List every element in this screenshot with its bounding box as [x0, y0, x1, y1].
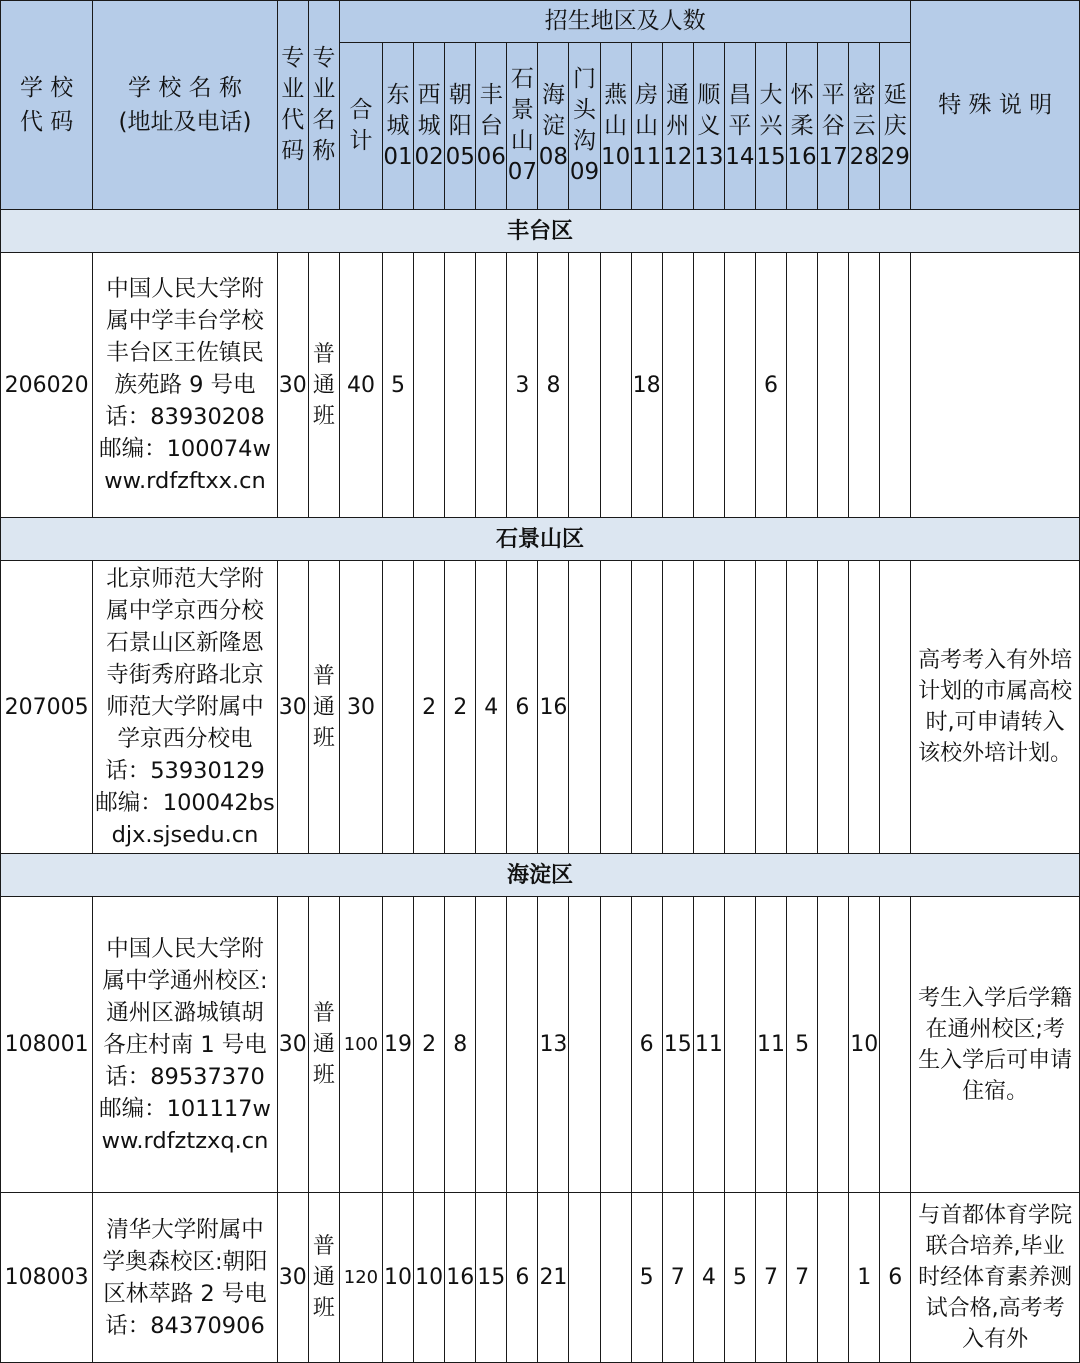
district-count: 6: [507, 561, 538, 854]
district-count: 4: [693, 1193, 724, 1363]
header-district: 昌平14: [724, 43, 755, 210]
major-code: 30: [277, 1193, 308, 1363]
district-count: 21: [538, 1193, 569, 1363]
district-count: 7: [662, 1193, 693, 1363]
header-total: 合计: [339, 43, 382, 210]
district-count: [755, 561, 786, 854]
header-major-name: 专业名称: [308, 1, 339, 210]
school-code: 108001: [1, 897, 93, 1193]
district-count: 5: [724, 1193, 755, 1363]
district-count: [569, 897, 600, 1193]
header-school-code: 学 校 代 码: [1, 1, 93, 210]
major-name: 普通班: [308, 897, 339, 1193]
district-count: 7: [787, 1193, 818, 1363]
district-count: [569, 561, 600, 854]
header-district: 通州12: [662, 43, 693, 210]
district-count: [787, 561, 818, 854]
district-count: 8: [445, 897, 476, 1193]
table-row: [1, 561, 1080, 854]
section-title: 石景山区: [1, 518, 1080, 561]
district-count: 2: [445, 561, 476, 854]
header-district: 房山11: [631, 43, 662, 210]
header-special-note: 特 殊 说 明: [911, 1, 1080, 210]
district-count: [849, 253, 880, 518]
table-row: [1, 897, 1080, 1193]
district-count: [818, 1193, 849, 1363]
special-note: 与首都体育学院联合培养,毕业时经体育素养测试合格,高考考入有外: [911, 1193, 1080, 1363]
major-name: 普通班: [308, 561, 339, 854]
district-count: [476, 897, 507, 1193]
header-district: 西城02: [414, 43, 445, 210]
district-count: 19: [383, 897, 414, 1193]
district-count: [600, 253, 631, 518]
district-count: 6: [755, 253, 786, 518]
district-count: [787, 253, 818, 518]
header-district: 东城01: [383, 43, 414, 210]
section-title: 丰台区: [1, 210, 1080, 253]
district-count: 18: [631, 253, 662, 518]
district-count: 2: [414, 897, 445, 1193]
district-count: [600, 1193, 631, 1363]
district-count: 16: [538, 561, 569, 854]
special-note: 高考考入有外培计划的市属高校时,可申请转入该校外培计划。: [911, 561, 1080, 854]
major-code: 30: [277, 897, 308, 1193]
district-count: 10: [383, 1193, 414, 1363]
district-count: 11: [693, 897, 724, 1193]
major-code: 30: [277, 253, 308, 518]
header-district: 门头沟09: [569, 43, 600, 210]
header-district: 顺义13: [693, 43, 724, 210]
special-note: 考生入学后学籍在通州校区;考生入学后可申请住宿。: [911, 897, 1080, 1193]
school-name: 清华大学附属中学奥森校区:朝阳区林萃路 2 号电话：84370906: [93, 1193, 278, 1363]
district-count: [569, 253, 600, 518]
district-count: 5: [383, 253, 414, 518]
header-district: 怀柔16: [787, 43, 818, 210]
district-count: 16: [445, 1193, 476, 1363]
district-count: 1: [849, 1193, 880, 1363]
district-count: 10: [849, 897, 880, 1193]
district-count: [662, 561, 693, 854]
total-count: 40: [339, 253, 382, 518]
district-count: [383, 561, 414, 854]
school-code: 108003: [1, 1193, 93, 1363]
district-count: [693, 253, 724, 518]
total-count: 100: [339, 897, 382, 1193]
header-district: 石景山07: [507, 43, 538, 210]
header-major-code: 专业代码: [277, 1, 308, 210]
district-count: 6: [507, 1193, 538, 1363]
header-school-name-sub: (地址及电话): [118, 109, 252, 135]
major-name: 普通班: [308, 1193, 339, 1363]
major-name: 普通班: [308, 253, 339, 518]
header-district: 朝阳05: [445, 43, 476, 210]
school-code: 206020: [1, 253, 93, 518]
district-count: 15: [476, 1193, 507, 1363]
district-count: 11: [755, 897, 786, 1193]
district-count: 15: [662, 897, 693, 1193]
district-count: 5: [631, 1193, 662, 1363]
district-count: [662, 253, 693, 518]
header-region-group: 招生地区及人数: [339, 1, 910, 43]
district-count: [600, 561, 631, 854]
header-district: 海淀08: [538, 43, 569, 210]
district-count: [849, 561, 880, 854]
district-count: 10: [414, 1193, 445, 1363]
district-count: 8: [538, 253, 569, 518]
district-count: [880, 897, 911, 1193]
district-count: 5: [787, 897, 818, 1193]
district-count: [724, 561, 755, 854]
district-count: [818, 561, 849, 854]
section-title: 海淀区: [1, 854, 1080, 897]
district-count: [507, 897, 538, 1193]
district-count: 6: [631, 897, 662, 1193]
header-school-name: [93, 1, 278, 210]
header-district: 大兴15: [755, 43, 786, 210]
header-district: 延庆29: [880, 43, 911, 210]
table-row: [1, 1193, 1080, 1363]
district-count: 2: [414, 561, 445, 854]
district-count: [693, 561, 724, 854]
district-count: 7: [755, 1193, 786, 1363]
district-count: [600, 897, 631, 1193]
header-district: 密云28: [849, 43, 880, 210]
total-count: 120: [339, 1193, 382, 1363]
district-count: 3: [507, 253, 538, 518]
header-district: 燕山10: [600, 43, 631, 210]
district-count: [631, 561, 662, 854]
district-count: [445, 253, 476, 518]
district-count: [818, 253, 849, 518]
district-count: 13: [538, 897, 569, 1193]
major-code: 30: [277, 561, 308, 854]
district-count: [476, 253, 507, 518]
header-district: 丰台06: [476, 43, 507, 210]
table-row: [1, 253, 1080, 518]
district-count: [724, 253, 755, 518]
district-count: [880, 561, 911, 854]
district-count: [414, 253, 445, 518]
district-count: [724, 897, 755, 1193]
district-count: [569, 1193, 600, 1363]
district-count: 6: [880, 1193, 911, 1363]
total-count: 30: [339, 561, 382, 854]
district-count: [818, 897, 849, 1193]
district-count: [880, 253, 911, 518]
school-name: 北京师范大学附属中学京西分校石景山区新隆恩寺街秀府路北京师范大学附属中学京西分校电话：53930129邮编：100042bsdjx.sjsedu.cn: [93, 561, 278, 854]
school-name: 中国人民大学附属中学通州校区:通州区潞城镇胡各庄村南 1 号电话：89537370邮编：101117www.rdfztzxq.cn: [93, 897, 278, 1193]
header-district: 平谷17: [818, 43, 849, 210]
district-count: 4: [476, 561, 507, 854]
header-school-name-label: 学 校 名 称: [128, 75, 242, 101]
school-code: 207005: [1, 561, 93, 854]
special-note: [911, 253, 1080, 518]
school-name: 中国人民大学附属中学丰台学校丰台区王佐镇民族苑路 9 号电话：83930208邮编：100074www.rdfzftxx.cn: [93, 253, 278, 518]
